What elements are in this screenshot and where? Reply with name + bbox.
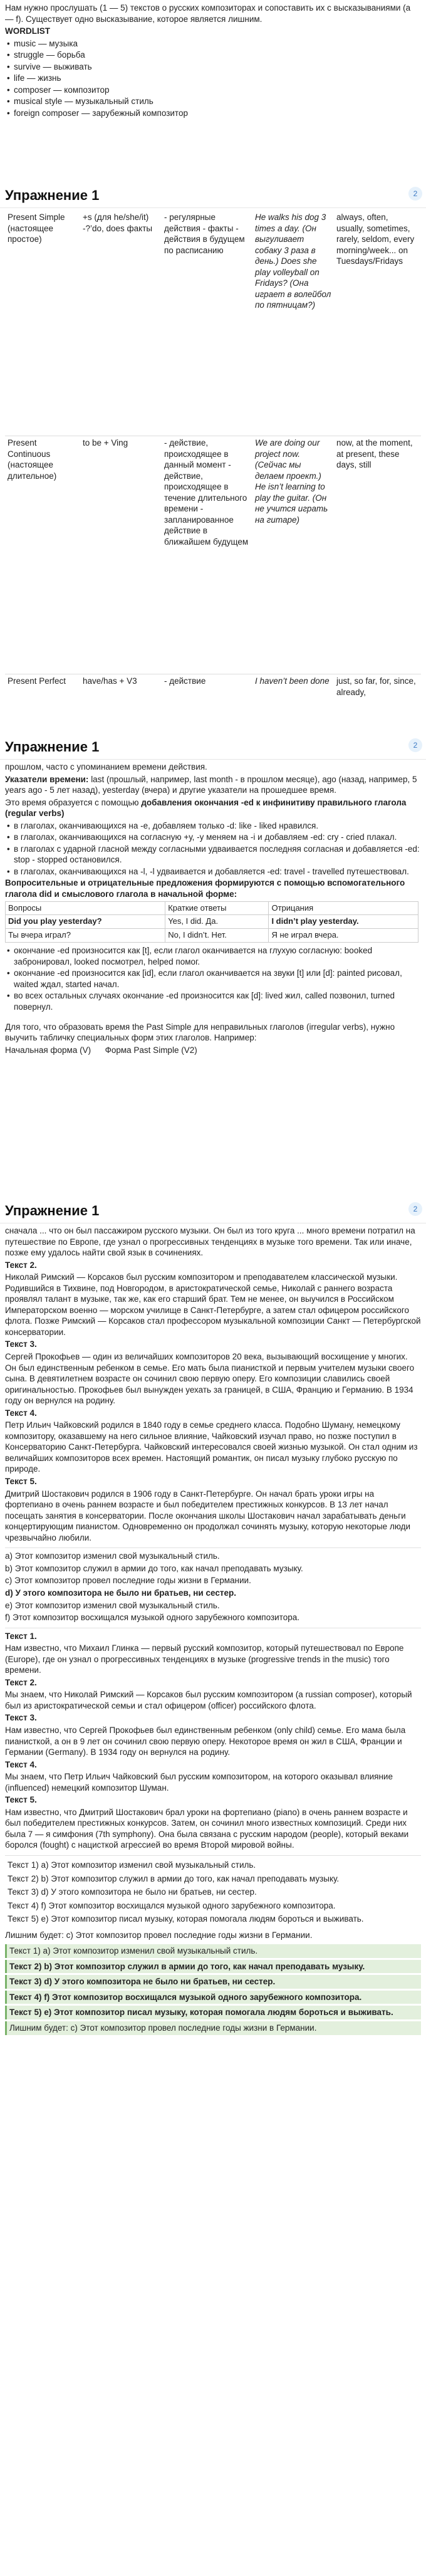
table-row <box>5 436 421 674</box>
exercise-title: Упражнение 1 <box>5 739 100 755</box>
table-cell: now, at the moment, at present, these days, still <box>336 438 413 470</box>
paragraph-text: Это время образуется с помощью <box>5 797 139 807</box>
paragraph: Вопросительные и отрицательные предложения формируются с помощью вспомогательного глагола did и смыслового глагола в начальной форме: <box>5 878 405 899</box>
table-cell: He walks his dog 3 times a day. (Он выгуливает собаку 3 раза в день.) Does she play volleyball on Fridays? (Она играет в волейбол по пятницам?) <box>255 212 331 310</box>
composers-section <box>0 1225 426 2573</box>
paragraph: прошлом, часто с упоминанием времени действия. <box>5 762 207 772</box>
table-cell: - действие <box>164 676 206 686</box>
question-table <box>5 901 418 943</box>
divider <box>5 1852 421 1856</box>
table-cell: Present Perfect <box>8 676 66 686</box>
answer-line: Текст 2) b) Этот композитор служил в армии до того, как начал преподавать музыку. <box>8 1873 340 1883</box>
wordlist <box>5 38 421 119</box>
table-cell: +s (для he/she/it) -?’do, does факты <box>83 212 153 233</box>
list-item: • в глаголах, оканчивающихся на согласную +у, -у меняем на -i и добавляем -ed: cry - cried плакал. <box>14 832 421 843</box>
list-item: • foreign composer — зарубежный композитор <box>14 108 421 119</box>
answer-line: Текст 1) a) Этот композитор изменил свой музыкальный стиль. <box>8 1860 256 1870</box>
text-label: Текст 5. <box>5 1795 37 1805</box>
table-cell: just, so far, for, since, already, <box>336 676 416 697</box>
list-item: • musical style — музыкальный стиль <box>14 96 421 107</box>
extra-highlight: Лишним будет: c) Этот композитор провел последние годы жизни в Германии. <box>5 2021 421 2035</box>
answer-line: Текст 5) e) Этот композитор писал музыку, которая помогала людям бороться и выживать. <box>8 1914 364 1924</box>
paragraph: Для того, что образовать время the Past Simple для неправильных глаголов (irregular verbs), нужно выучить табличку специальных форм этих глаголов. Например: <box>5 1022 395 1043</box>
statement: a) Этот композитор изменил свой музыкальный стиль. <box>5 1551 220 1561</box>
list-item: • life — жизнь <box>14 73 421 84</box>
text-label: Текст 2. <box>5 1260 37 1270</box>
statement: d) У этого композитора не было ни братьев, ни сестер. <box>5 1588 236 1598</box>
table-cell: always, often, usually, sometimes, rarely, seldom, every morning/week... on Tuesdays/Fridays <box>336 212 415 266</box>
answer-line: Текст 4) f) Этот композитор восхищался музыкой одного зарубежного композитора. <box>8 1900 336 1910</box>
table-header: Отрицания <box>269 901 418 915</box>
text-body: Дмитрий Шостакович родился в 1906 году в Санкт-Петербурге. Он начал брать уроки игры на фортепиано в очень раннем возрасте и был победителем престижных конкурсов. В 13 лет начал посещать занятия в консерватории. После окончания школы Шостакович начал зарабатывать деньги концертирующим пианистом. Одновременно он продолжал сочинять музыку, которую некоторые люди чрезвычайно любили. <box>5 1489 411 1542</box>
text-body: Сергей Прокофьев — один из величайших композиторов 20 века, вызывающий восхищение у многих. Он был единственным ребенком в семье. Его мать была пианисткой и первым учителем музыки своего сына. В девятилетнем возрасте он сочинил свою первую оперу. Его композиции славились своей оригинальностью. Прокофьев был вынужден уехать за границей, в США, Францию и Германию. В 1934 году он вернулся на родину. <box>5 1352 415 1406</box>
text-body: Петр Ильич Чайковский родился в 1840 году в семье среднего класса. Подобно Шуману, немецкому композитору, оказавшему на него сильное влияние, Чайковский изучал право, но позже поступил в Консерваторию Санкт-Петербурга. Чайковский интересовался своей жизнью музыкой. Он стал одним из величайших композиторов всех времен. Настоящий романтик, он писал музыку глубоко русскую по природе. <box>5 1420 418 1474</box>
table-cell: Я не играл вчера. <box>269 929 418 943</box>
table-cell: to be + Ving <box>83 438 128 448</box>
text-label: Текст 4. <box>5 1759 37 1769</box>
rules-list <box>5 820 421 877</box>
statement: f) Этот композитор восхищался музыкой одного зарубежного композитора. <box>5 1613 299 1623</box>
text-label: Текст 3. <box>5 1339 37 1349</box>
table-row <box>6 929 418 943</box>
text-label: Текст 2. <box>5 1677 37 1687</box>
list-item: • struggle — борьба <box>14 50 421 61</box>
text-body: Николай Римский — Корсаков был русским композитором и преподавателем классической музыки. Родившийся в Тихвине, под Новгородом, в аристократической семье, Николай с раннего возраста проявлял талант в музыке, так же, как его старший брат. Тем не менее, он выучился в Российском Императорском военно — морском училище в Санкт-Петербурге, а затем стал офицером российского флота. Позже Римский — Корсаков стал профессором музыкальной композиции Санкт — Петербургской консерватории. <box>5 1272 421 1337</box>
exercise-number-badge[interactable]: 2 <box>408 187 422 201</box>
wordlist-title: WORDLIST <box>5 26 50 36</box>
table-cell: Present Simple (настоящее простое) <box>8 212 65 244</box>
forms-line: Начальная форма (V) Форма Past Simple (V2) <box>5 1045 197 1055</box>
list-item: • composer — композитор <box>14 85 421 96</box>
table-cell: - действие, происходящее в данный момент - действие, происходящее в течение длительного времени - запланированное действие в ближайшем будущем <box>164 438 249 547</box>
table-cell: Ты вчера играл? <box>6 929 165 943</box>
list-item: • в глаголах с ударной гласной между согласными удваивается последняя согласная и добавляется -ed: stop - stopped остановился. <box>14 844 421 866</box>
exercise-header <box>0 1197 426 1223</box>
table-cell: I didn’t play yesterday. <box>269 915 418 929</box>
table-cell: I haven’t been done <box>255 676 330 686</box>
answer-highlight: Текст 4) f) Этот композитор восхищался музыкой одного зарубежного композитора. <box>5 1991 421 2004</box>
list-item: • survive — выживать <box>14 61 421 73</box>
text-body: Мы знаем, что Николай Римский — Корсаков был русским композитором (a russian composer), который был из аристократической семьи и стал офицером (officer) российского флота. <box>5 1690 412 1710</box>
list-item: • окончание -ed произносится как [id], если глагол оканчивается на звуки [t] или [d]: painted рисовал, waited ждал, started начал. <box>14 968 421 990</box>
answer-highlight: Текст 2) b) Этот композитор служил в армии до того, как начал преподавать музыку. <box>5 1960 421 1974</box>
list-item: • music — музыка <box>14 38 421 50</box>
past-simple-section <box>0 762 426 1200</box>
table-cell: have/has + V3 <box>83 676 137 686</box>
text-label: Текст 4. <box>5 1408 37 1418</box>
bold-label: добавления окончания -ed к инфинитиву правильного глагола (regular verbs) <box>5 797 407 819</box>
text-body: Нам известно, что Сергей Прокофьев был единственным ребенком (only child) семье. Его мама была пианисткой, а он в 9 лет он сочинил свою первую оперу. Некоторое время он жил в США, Франции и Германии (Germany). В 1934 году он вернулся на родину. <box>5 1725 406 1757</box>
exercise-number-badge[interactable]: 2 <box>408 738 422 752</box>
table-cell: No, I didn’t. Нет. <box>165 929 269 943</box>
exercise-title: Упражнение 1 <box>5 187 100 203</box>
exercise-number-badge[interactable]: 2 <box>408 1202 422 1216</box>
list-item: • в глаголах, оканчивающихся на -l, -l удваивается и добавляется -ed: travel - travelled путешествовал. <box>14 866 421 877</box>
text-body: Нам известно, что Михаил Глинка — первый русский композитор, который путешествовал по Европе (Europe), где он узнал о прогрессивных тенденциях в музыке (progressive trends in the music) того времени. <box>5 1643 404 1675</box>
divider <box>5 1625 421 1628</box>
answer-highlight: Текст 3) d) У этого композитора не было ни братьев, ни сестер. <box>5 1975 421 1989</box>
statement: c) Этот композитор провел последние годы жизни в Германии. <box>5 1576 251 1586</box>
list-item: • в глаголах, оканчивающихся на -е, добавляем только -d: like - liked нравился. <box>14 820 421 832</box>
task-text: Нам нужно прослушать (1 — 5) текстов о русских композиторах и сопоставить их с высказываниями (a — f). Существует одно высказывание, которое является лишним. <box>5 3 411 24</box>
table-row <box>6 915 418 929</box>
table-row <box>5 674 421 699</box>
statement: b) Этот композитор служил в армии до того, как начал преподавать музыку. <box>5 1563 303 1573</box>
text-label: Текст 3. <box>5 1713 37 1723</box>
text-label: Текст 1. <box>5 1631 37 1641</box>
paragraph <box>5 797 421 819</box>
list-item: • во всех остальных случаях окончание -ed произносится как [d]: lived жил, called позвонил, turned повернул. <box>14 990 421 1012</box>
answer-highlight: Текст 5) e) Этот композитор писал музыку, которая помогала людям бороться и выживать. <box>5 2006 421 2019</box>
exercise-title: Упражнение 1 <box>5 1203 100 1218</box>
table-row <box>6 901 418 915</box>
exercise-header <box>0 733 426 760</box>
extra-line: Лишним будет: c) Этот композитор провел последние годы жизни в Германии. <box>5 1930 313 1940</box>
statement: e) Этот композитор изменил свой музыкальный стиль. <box>5 1600 220 1610</box>
table-cell: Yes, I did. Да. <box>165 915 269 929</box>
endings-list <box>5 945 421 1012</box>
exercise-header <box>0 182 426 208</box>
paragraph <box>5 774 421 796</box>
table-row <box>5 211 421 436</box>
answer-highlight: Текст 1) a) Этот композитор изменил свой музыкальный стиль. <box>5 1944 421 1958</box>
intro-section <box>0 3 426 122</box>
table-cell: Did you play yesterday? <box>6 915 165 929</box>
text-label: Текст 5. <box>5 1477 37 1487</box>
table-header: Вопросы <box>6 901 165 915</box>
table-cell: - регулярные действия - факты - действия в будущем по расписанию <box>164 212 245 255</box>
table-cell: We are doing our project now. (Сейчас мы делаем проект.) He isn’t learning to play the guitar. (Он не учится играть на гитаре) <box>255 438 328 525</box>
bold-label: Указатели времени: <box>5 774 89 784</box>
list-item: • окончание -ed произносится как [t], если глагол оканчивается на глухую согласную: booked забронировал, looked посмотрел, helped помог. <box>14 945 421 967</box>
tense-table <box>0 211 426 725</box>
table-header: Краткие ответы <box>165 901 269 915</box>
answer-line: Текст 3) d) У этого композитора не было ни братьев, ни сестер. <box>8 1887 257 1897</box>
table-cell: Present Continuous (настоящее длительное) <box>8 438 57 481</box>
paragraph: сначала ... что он был пассажиром русского музыки. Он был из того круга ... много времени потратил на путешествие по Европе, где узнал о прогрессивных тенденциях в музыке того времени. Так или иначе, позже ему удалось найти свой язык в сочинениях. <box>5 1226 415 1258</box>
divider <box>5 1544 421 1548</box>
text-body: Мы знаем, что Петр Ильич Чайковский был русским композитором, на которого оказывал влияние (influenced) немецкий композитор Шуман. <box>5 1772 393 1793</box>
paragraph-text: last (прошлый, например, last month - в прошлом месяце), ago (назад, например, 5 years ago - 5 лет назад), yesterday (вчера) и другие указатели на прошедшее время. <box>5 774 417 795</box>
text-body: Нам известно, что Дмитрий Шостакович брал уроки на фортепиано (piano) в очень раннем возрасте и был победителем престижных конкурсов. Затем, он сочинил много известных композиций. Среди них была 7 — я симфония (7th symphony). Она была связана с русским народом (people), который веками боролся (fought) с нацисткой агрессией во время Второй мировой войны. <box>5 1807 409 1850</box>
